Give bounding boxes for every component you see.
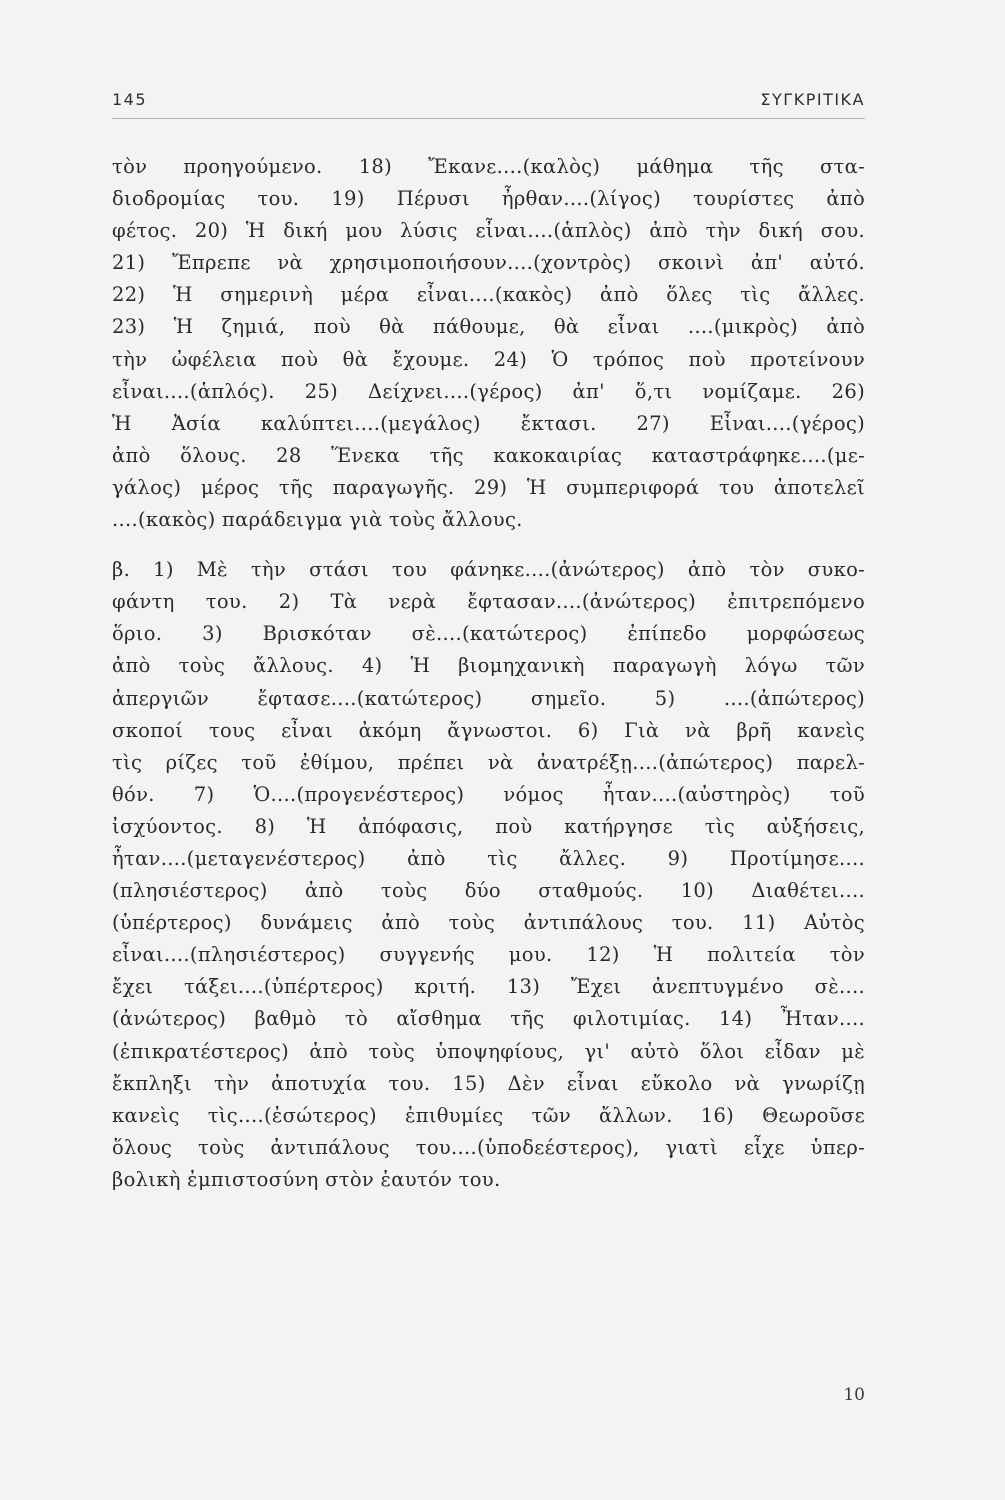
text-line: εἶναι....(πλησιέστερος) συγγενής μου. 12) Ἡ πολιτεία τὸν <box>112 943 865 967</box>
header-rule <box>112 118 865 119</box>
text-line: γάλος) μέρος τῆς παραγωγῆς. 29) Ἡ συμπεριφορά του ἀποτελεῖ <box>112 475 865 499</box>
signature-mark: 10 <box>843 1385 865 1405</box>
text-line: ὅριο. 3) Βρισκόταν σὲ....(κατώτερος) ἐπίπεδο μορφώσεως <box>112 622 865 646</box>
text-line: θόν. 7) Ὁ....(προγενέστερος) νόμος ἦταν....(αὐστηρὸς) τοῦ <box>112 782 865 806</box>
text-line: ἀπὸ ὅλους. 28 Ἕνεκα τῆς κακοκαιρίας καταστράφηκε....(με- <box>112 443 865 467</box>
text-line: διοδρομίας του. 19) Πέρυσι ἦρθαν....(λίγος) τουρίστες ἀπὸ <box>112 187 865 211</box>
text-line: Ἡ Ἀσία καλύπτει....(μεγάλος) ἔκτασι. 27) Εἶναι....(γέρος) <box>112 411 865 435</box>
text-line: κανεὶς τὶς....(ἐσώτερος) ἐπιθυμίες τῶν ἄλλων. 16) Θεωροῦσε <box>112 1103 865 1127</box>
exercise-paragraph-a <box>112 151 865 536</box>
text-line: σκοποί τους εἶναι ἀκόμη ἄγνωστοι. 6) Γιὰ νὰ βρῆ κανεὶς <box>112 718 865 742</box>
text-line: 22) Ἡ σημερινὴ μέρα εἶναι....(κακὸς) ἀπὸ ὅλες τὶς ἄλλες. <box>112 283 865 307</box>
text-line: (πλησιέστερος) ἀπὸ τοὺς δύο σταθμούς. 10) Διαθέτει.... <box>112 879 865 903</box>
running-title: ΣΥΓΚΡΙΤΙΚΑ <box>760 90 865 109</box>
body-text <box>112 151 865 1196</box>
text-line: βολικὴ ἐμπιστοσύνη στὸν ἑαυτόν του. <box>112 1167 501 1191</box>
text-line: τὴν ὠφέλεια ποὺ θὰ ἔχουμε. 24) Ὁ τρόπος ποὺ προτείνουν <box>112 347 865 371</box>
running-header <box>112 90 865 116</box>
text-line: β. 1) Μὲ τὴν στάσι του φάνηκε....(ἀνώτερος) ἀπὸ τὸν συκο- <box>112 558 865 582</box>
text-line: ....(κακὸς) παράδειγμα γιὰ τοὺς ἄλλους. <box>112 508 523 532</box>
text-line: ὅλους τοὺς ἀντιπάλους του....(ὑποδεέστερος), γιατὶ εἶχε ὑπερ- <box>112 1135 865 1159</box>
text-line: (ἀνώτερος) βαθμὸ τὸ αἴσθημα τῆς φιλοτιμίας. 14) Ἦταν.... <box>112 1007 865 1031</box>
text-line: ἦταν....(μεταγενέστερος) ἀπὸ τὶς ἄλλες. 9) Προτίμησε.... <box>112 846 865 870</box>
text-line: 23) Ἡ ζημιά, ποὺ θὰ πάθουμε, θὰ εἶναι ....(μικρὸς) ἀπὸ <box>112 315 865 339</box>
text-line: φέτος. 20) Ἡ δική μου λύσις εἶναι....(ἁπλὸς) ἀπὸ τὴν δική σου. <box>112 219 865 243</box>
text-line: εἶναι....(ἁπλός). 25) Δείχνει....(γέρος) ἀπ' ὅ,τι νομίζαμε. 26) <box>112 379 865 403</box>
text-line: ἔχει τάξει....(ὑπέρτερος) κριτή. 13) Ἔχει ἀνεπτυγμένο σὲ.... <box>112 975 865 999</box>
text-line: (ἐπικρατέστερος) ἀπὸ τοὺς ὑποψηφίους, γι' αὐτὸ ὅλοι εἶδαν μὲ <box>112 1039 865 1063</box>
text-line: ἔκπληξι τὴν ἀποτυχία του. 15) Δὲν εἶναι εὔκολο νὰ γνωρίζῃ <box>112 1071 865 1095</box>
text-line: ἰσχύοντος. 8) Ἡ ἀπόφασις, ποὺ κατήργησε τὶς αὐξήσεις, <box>112 814 865 838</box>
text-line: 21) Ἔπρεπε νὰ χρησιμοποιήσουν....(χοντρὸς) σκοινὶ ἀπ' αὐτό. <box>112 251 865 275</box>
text-line: τὸν προηγούμενο. 18) Ἔκανε....(καλὸς) μάθημα τῆς στα- <box>112 155 865 178</box>
page-number: 145 <box>112 90 148 109</box>
text-line: ἀπὸ τοὺς ἄλλους. 4) Ἡ βιομηχανικὴ παραγωγὴ λόγω τῶν <box>112 654 865 678</box>
text-line: (ὑπέρτερος) δυνάμεις ἀπὸ τοὺς ἀντιπάλους του. 11) Αὐτὸς <box>112 911 865 935</box>
exercise-paragraph-b <box>112 554 865 1196</box>
text-line: ἀπεργιῶν ἔφτασε....(κατώτερος) σημεῖο. 5) ....(ἀπώτερος) <box>112 686 865 710</box>
text-line: φάντη του. 2) Τὰ νερὰ ἔφτασαν....(ἀνώτερος) ἐπιτρεπόμενο <box>112 590 865 614</box>
text-line: τὶς ρίζες τοῦ ἐθίμου, πρέπει νὰ ἀνατρέξῃ....(ἀπώτερος) παρελ- <box>112 750 865 774</box>
paragraph-gap <box>112 536 865 554</box>
